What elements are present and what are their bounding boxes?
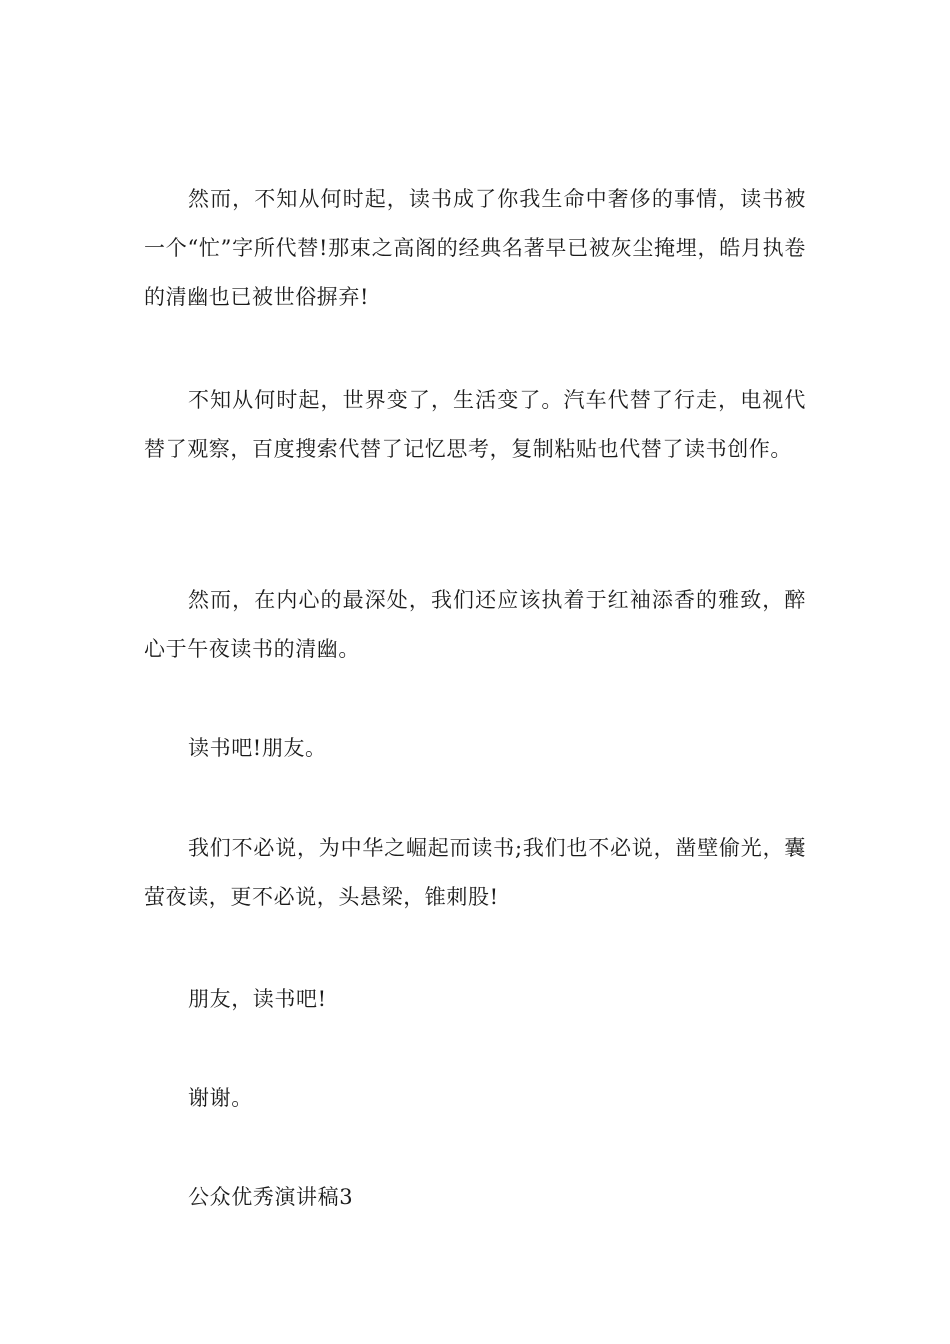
paragraph-1: 然而，不知从何时起，读书成了你我生命中奢侈的事情，读书被一个“忙”字所代替!那束之高阁的经典名著早已被灰尘掩埋，皓月执卷的清幽也已被世俗摒弃! (144, 187, 806, 309)
paragraph-2: 不知从何时起，世界变了，生活变了。汽车代替了行走，电视代替了观察，百度搜索代替了记忆思考，复制粘贴也代替了读书创作。 (144, 388, 806, 461)
section-heading: 公众优秀演讲稿3 (188, 1185, 354, 1209)
paragraph-4: 读书吧!朋友。 (188, 736, 327, 760)
paragraph-7: 谢谢。 (188, 1086, 253, 1110)
paragraph-3: 然而，在内心的最深处，我们还应该执着于红袖添香的雅致，醉心于午夜读书的清幽。 (144, 588, 806, 661)
paragraph-6: 朋友，读书吧! (188, 987, 327, 1011)
paragraph-5: 我们不必说，为中华之崛起而读书;我们也不必说，凿壁偷光，囊萤夜读，更不必说，头悬梁，锥刺股! (144, 836, 806, 909)
